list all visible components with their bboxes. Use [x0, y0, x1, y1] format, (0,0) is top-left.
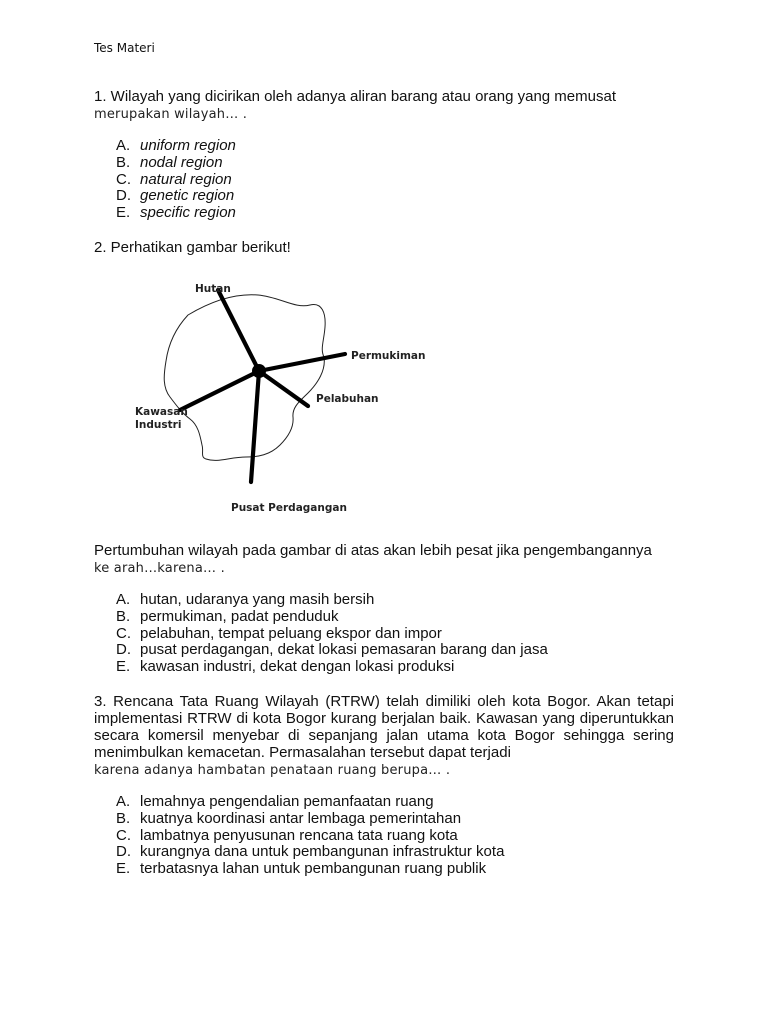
option-1d[interactable] — [116, 188, 236, 205]
option-letter: C. — [116, 826, 131, 844]
label-permukiman: Permukiman — [351, 350, 426, 362]
option-1e[interactable] — [116, 205, 236, 222]
option-2b[interactable] — [116, 609, 548, 626]
option-text: genetic region — [140, 187, 235, 205]
question-1-text: 1. Wilayah yang dicirikan oleh adanya aliran barang atau orang yang memusat — [94, 88, 616, 105]
option-2c[interactable] — [116, 626, 548, 643]
option-text: specific region — [140, 204, 236, 222]
option-2e[interactable] — [116, 659, 548, 676]
option-text: pelabuhan, tempat peluang ekspor dan impor — [140, 624, 442, 642]
question-1-options — [116, 138, 236, 222]
option-letter: E. — [116, 860, 131, 878]
option-letter: D. — [116, 641, 131, 659]
option-3d[interactable] — [116, 844, 504, 861]
question-2-text: Pertumbuhan wilayah pada gambar di atas akan lebih pesat jika pengembangannya — [94, 542, 652, 559]
label-kawasan: Kawasan — [135, 406, 188, 418]
option-1c[interactable] — [116, 172, 236, 189]
question-2-text-end: ke arah…karena… . — [94, 561, 225, 576]
option-2a[interactable] — [116, 592, 548, 609]
option-letter: B. — [116, 153, 131, 171]
option-letter: A. — [116, 137, 131, 154]
option-text: terbatasnya lahan untuk pembangunan ruang publik — [140, 860, 487, 878]
label-pusat-perdagangan: Pusat Perdagangan — [231, 502, 347, 514]
option-2d[interactable] — [116, 642, 548, 659]
option-text: kuatnya koordinasi antar lembaga pemerintahan — [140, 809, 462, 827]
option-letter: E. — [116, 204, 131, 222]
option-letter: D. — [116, 843, 131, 861]
option-letter: C. — [116, 170, 131, 188]
option-1a[interactable] — [116, 138, 236, 155]
option-text: kurangnya dana untuk pembangunan infrastruktur kota — [140, 843, 505, 861]
flow-line-permukiman — [259, 354, 345, 371]
flow-lines — [180, 290, 345, 482]
option-letter: C. — [116, 624, 131, 642]
option-text: uniform region — [140, 137, 236, 154]
question-3-stem — [94, 693, 674, 779]
option-text: lambatnya penyusunan rencana tata ruang kota — [140, 826, 458, 844]
option-letter: D. — [116, 187, 131, 205]
option-letter: B. — [116, 809, 131, 827]
question-2-stem: 2. Perhatikan gambar berikut! — [94, 239, 291, 256]
label-pelabuhan: Pelabuhan — [316, 393, 379, 405]
option-1b[interactable] — [116, 155, 236, 172]
option-text: lemahnya pengendalian pemanfaatan ruang — [140, 793, 434, 810]
option-text: pusat perdagangan, dekat lokasi pemasaran barang dan jasa — [140, 641, 548, 659]
option-text: nodal region — [140, 153, 223, 171]
page-header: Tes Materi — [94, 41, 155, 55]
option-3e[interactable] — [116, 861, 504, 878]
option-letter: E. — [116, 658, 131, 676]
option-3c[interactable] — [116, 828, 504, 845]
question-2-options — [116, 592, 548, 676]
flow-line-hutan — [218, 290, 259, 371]
label-hutan: Hutan — [195, 283, 231, 295]
option-letter: B. — [116, 607, 131, 625]
nodal-region-diagram — [130, 275, 430, 520]
option-3a[interactable] — [116, 794, 504, 811]
option-letter: A. — [116, 591, 131, 608]
option-text: hutan, udaranya yang masih bersih — [140, 591, 375, 608]
option-letter: A. — [116, 793, 131, 810]
option-text: permukiman, padat penduduk — [140, 607, 339, 625]
question-2-prompt — [94, 542, 674, 577]
option-text: kawasan industri, dekat dengan lokasi produksi — [140, 658, 455, 676]
central-node — [252, 364, 266, 378]
question-3-options — [116, 794, 504, 878]
label-industri: Industri — [135, 419, 182, 431]
flow-line-pelabuhan — [259, 371, 308, 406]
option-text: natural region — [140, 170, 232, 188]
question-1-text-end: merupakan wilayah… . — [94, 107, 248, 122]
question-3-text: 3. Rencana Tata Ruang Wilayah (RTRW) telah dimiliki oleh kota Bogor. Akan tetapi implementasi RTRW di kota Bogor kurang berjalan baik. Kawasan yang diperuntukkan secara komersil menyebar di sepanjang jalan utama kota Bogor sehingga sering menimbulkan kemacetan. Permasalahan tersebut dapat terjadi — [94, 693, 674, 761]
flow-line-kawasan-industri — [180, 371, 259, 410]
question-3-text-end: karena adanya hambatan penataan ruang berupa… . — [94, 763, 451, 778]
flow-line-pusat-perdagangan — [251, 371, 259, 482]
option-3b[interactable] — [116, 811, 504, 828]
question-1-stem — [94, 88, 674, 123]
